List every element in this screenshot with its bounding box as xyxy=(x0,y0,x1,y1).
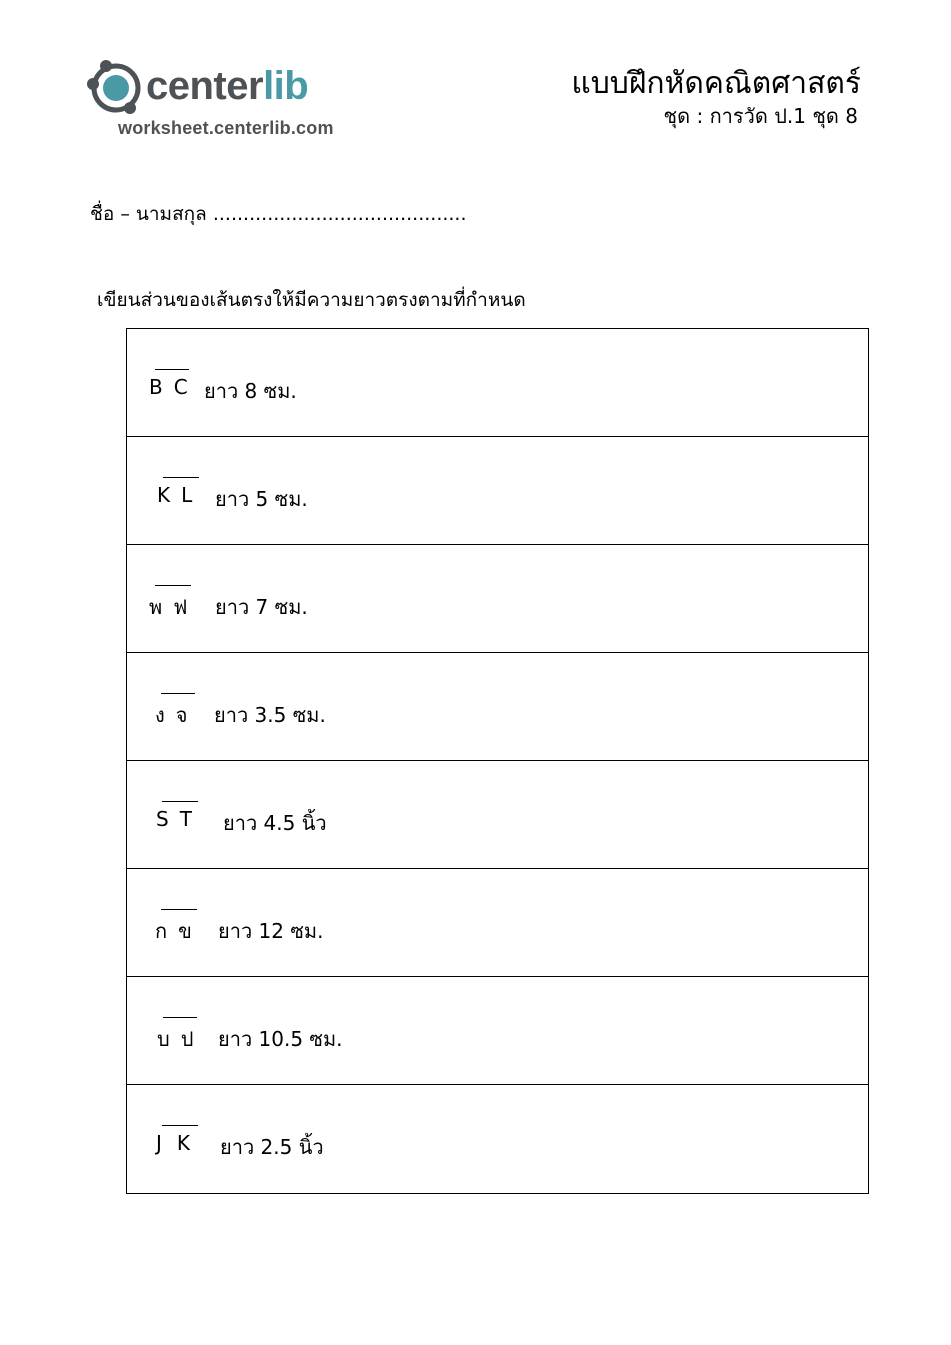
task-row[interactable] xyxy=(127,653,868,761)
segment-overline xyxy=(155,585,191,586)
segment-overline xyxy=(163,1017,197,1018)
segment-point-2: L xyxy=(181,483,194,507)
segment-point-2: ป xyxy=(180,1027,195,1051)
worksheet-title: แบบฝึกหัดคณิตศาสตร์ xyxy=(571,66,861,101)
task-row[interactable] xyxy=(127,329,868,437)
logo-url: worksheet.centerlib.com xyxy=(118,118,334,138)
length-requirement: ยาว 12 ซม. xyxy=(218,919,324,943)
segment-overline xyxy=(163,477,199,478)
worksheet-subtitle: ชุด : การวัด ป.1 ชุด 8 xyxy=(663,104,858,128)
task-row[interactable] xyxy=(127,437,868,545)
segment-point-1: S xyxy=(156,807,170,831)
segment-point-1: ก xyxy=(155,919,169,943)
task-row[interactable] xyxy=(127,869,868,977)
segment-point-2: ข xyxy=(178,919,193,943)
segment-overline xyxy=(161,693,195,694)
segment-overline xyxy=(162,1125,198,1126)
logo-wordmark-lib: lib xyxy=(263,64,309,108)
segment-overline xyxy=(161,909,197,910)
task-row[interactable] xyxy=(127,1085,868,1193)
task-row[interactable] xyxy=(127,761,868,869)
student-name-line[interactable]: ชื่อ – นามสกุล .......................................... xyxy=(90,203,467,225)
segment-point-1: พ xyxy=(149,595,164,619)
segment-point-1: J xyxy=(156,1131,163,1155)
segment-point-1: B xyxy=(149,375,164,399)
logo-wordmark-center: center xyxy=(146,64,264,108)
length-requirement: ยาว 8 ซม. xyxy=(204,379,297,403)
length-requirement: ยาว 3.5 ซม. xyxy=(214,703,326,727)
instruction-text: เขียนส่วนของเส้นตรงให้มีความยาวตรงตามที่กำหนด xyxy=(97,289,526,311)
task-row[interactable] xyxy=(127,977,868,1085)
task-row[interactable] xyxy=(127,545,868,653)
segment-point-1: ง xyxy=(155,703,166,727)
length-requirement: ยาว 7 ซม. xyxy=(215,595,308,619)
length-requirement: ยาว 10.5 ซม. xyxy=(218,1027,343,1051)
length-requirement: ยาว 5 ซม. xyxy=(215,487,308,511)
segment-point-1: K xyxy=(157,483,172,507)
segment-point-2: จ xyxy=(175,703,189,727)
length-requirement: ยาว 4.5 นิ้ว xyxy=(223,811,327,835)
logo-wordmark xyxy=(146,62,308,110)
task-table xyxy=(126,328,869,1194)
segment-point-2: T xyxy=(179,807,193,831)
segment-point-1: บ xyxy=(157,1027,171,1051)
centerlib-logo-icon xyxy=(86,56,148,118)
centerlib-logo xyxy=(86,56,376,146)
segment-point-2: ฟ xyxy=(173,595,189,619)
segment-point-2: K xyxy=(176,1131,192,1155)
segment-overline xyxy=(155,369,189,370)
length-requirement: ยาว 2.5 นิ้ว xyxy=(220,1135,324,1159)
segment-point-2: C xyxy=(173,375,189,399)
segment-overline xyxy=(162,801,198,802)
